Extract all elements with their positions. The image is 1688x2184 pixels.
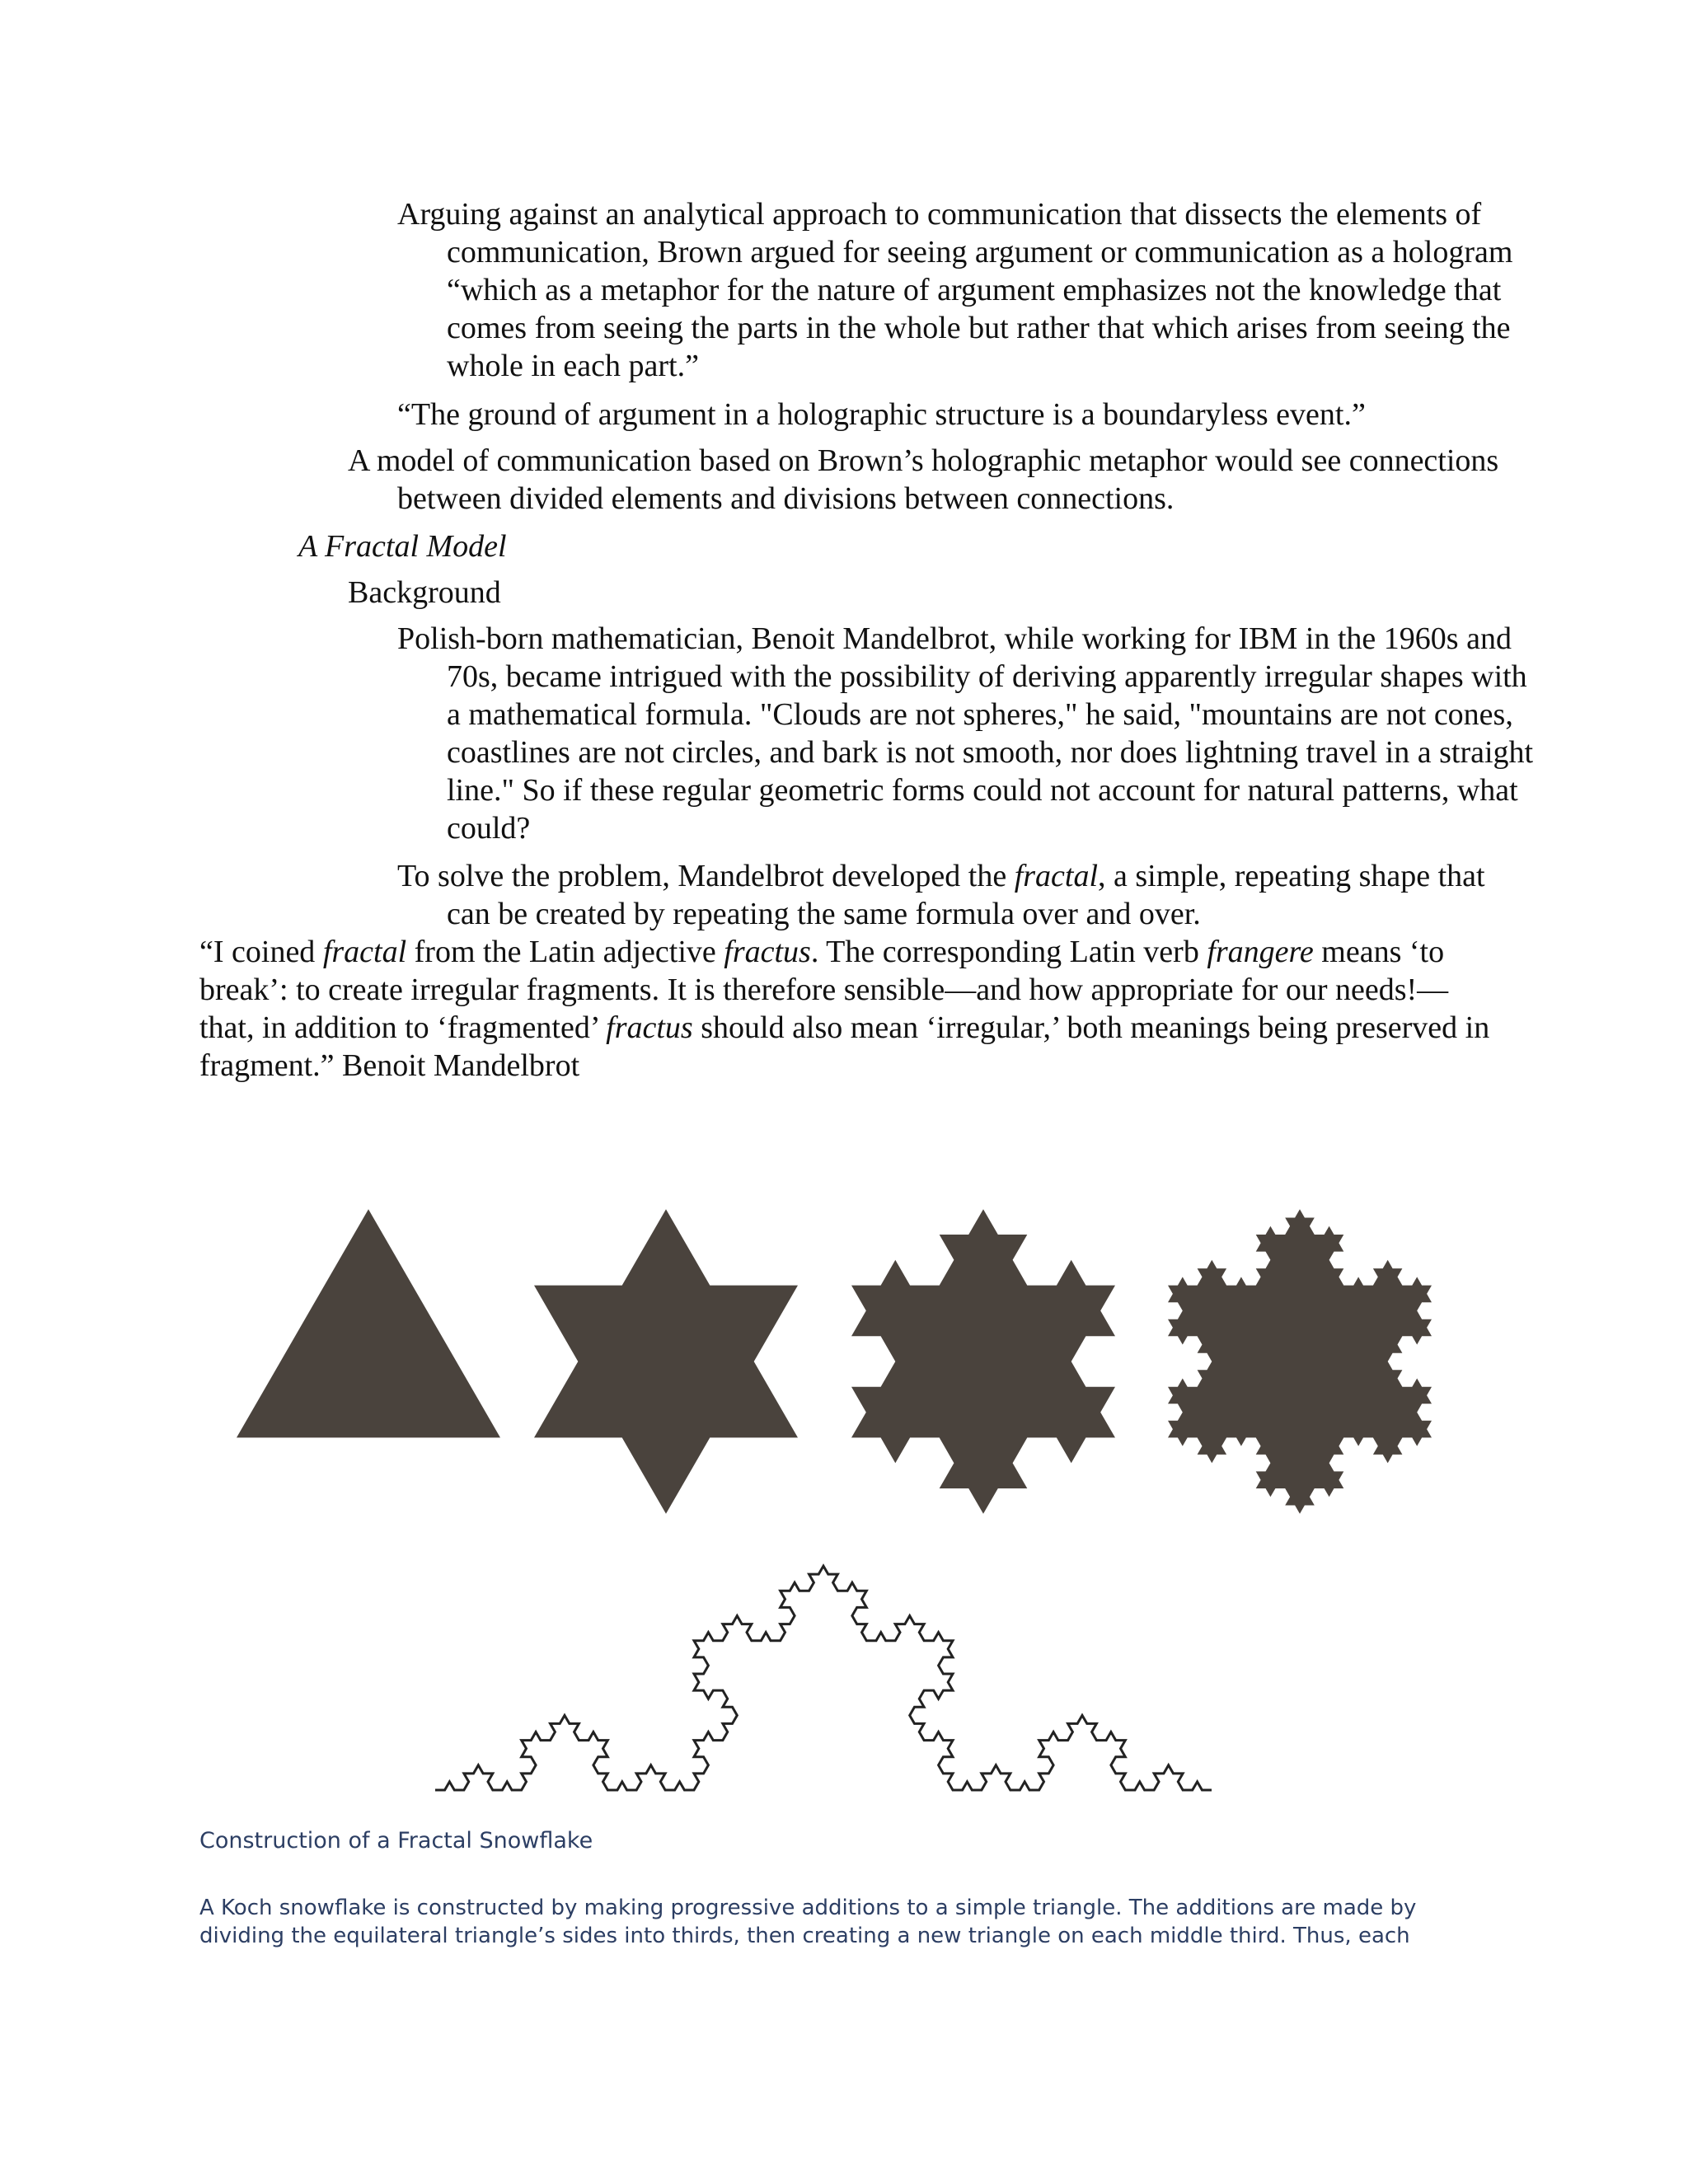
snowflake-iteration-0 — [237, 1209, 500, 1437]
snowflake-iteration-3 — [1168, 1209, 1432, 1514]
figure-caption-title: Construction of a Fractal Snowflake — [199, 1828, 593, 1854]
quote-term-fractal: fractal — [322, 935, 407, 969]
quote-term-fractus-2: fractus — [606, 1010, 693, 1045]
figure-caption-body: A Koch snowflake is constructed by making progressive additions to a simple triangle. The additions are made by dividing the equilateral triangle’s sides into thirds, then creating a new triangle on each middle third. Thus, each — [199, 1896, 1417, 1948]
quote-text-c: . The corresponding Latin verb — [810, 935, 1207, 969]
paragraph-hologram-text: Arguing against an analytical approach to communication that dissects the — [397, 197, 1329, 232]
snowflake-iteration-2 — [851, 1209, 1115, 1514]
subsection-heading-text: Background — [348, 575, 501, 610]
fractal-term: fractal — [1014, 859, 1099, 893]
quote-text-e: should also mean ‘irregular,’ both meanings being preserved in fragment.” Benoit Mandelbrot — [199, 1010, 1490, 1083]
quote-text-d: means ‘to break’: to create irregular fragments. It is therefore sensible—and how appropriate for our needs!—that, in addition to ‘fragmented’ — [199, 935, 1449, 1045]
fractal-text-a: To solve the problem, Mandelbrot developed the — [397, 859, 1015, 893]
ground-quote-text: “The ground of argument in a holographic structure is a boundaryless event.” — [397, 397, 1366, 432]
koch-curve — [435, 1566, 1212, 1790]
paragraph-hologram-continued: elements of communication, Brown argued for seeing argument or communication as a hologram “which as a metaphor for the nature of argument emphasizes not the knowledge that comes from seeing the parts in the whole but rather that which arises from seeing the whole in each part.” — [447, 197, 1513, 383]
snowflake-iteration-1 — [534, 1209, 798, 1514]
quote-text-b: from the Latin adjective — [406, 935, 724, 969]
fractal-text-b: , a simple, repeating shape that can be created by repeating the same formula over and over. — [447, 859, 1485, 931]
section-heading-text: A Fractal Model — [298, 529, 507, 564]
mandelbrot-text: Polish-born mathematician, Benoit Mandelbrot, while working for IBM in the 1960s and 70s, became intrigued with the possibility of deriving apparently irregular shapes with a mathematical formula. "Clouds are not spheres," he said, "mountains are not cones, coastlines are not circles, and bark is not smooth, nor does lightning travel in a straight line." So if these regular geometric forms could not account for natural patterns, what could? — [397, 621, 1534, 846]
quote-term-fractus: fractus — [724, 935, 811, 969]
quote-text-a: “I coined — [199, 935, 323, 969]
model-text: A model of communication based on Brown’s holographic metaphor would see connections between divided elements and divisions between connections. — [348, 443, 1499, 516]
quote-term-frangere: frangere — [1207, 935, 1314, 969]
